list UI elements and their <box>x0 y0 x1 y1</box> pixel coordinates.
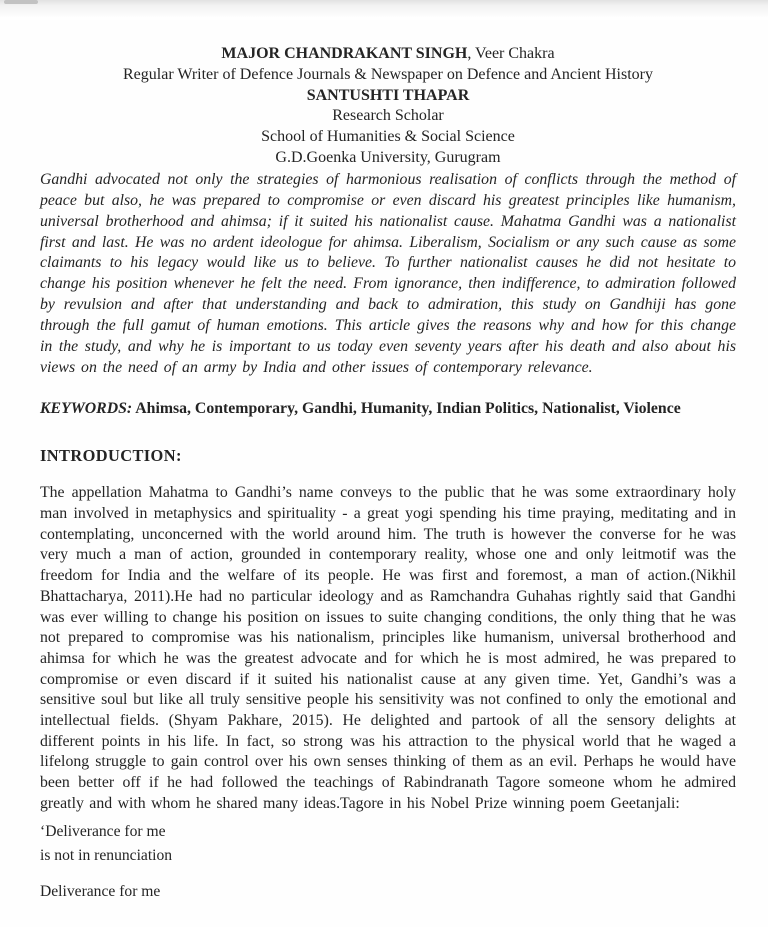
author1-honour: , Veer Chakra <box>467 45 555 62</box>
author1-name: MAJOR CHANDRAKANT SINGH <box>221 45 468 62</box>
keywords-line <box>40 399 736 420</box>
author2-university: G.D.Goenka University, Gurugram <box>275 148 501 166</box>
author2-department: School of Humanities & Social Science <box>261 128 515 146</box>
keywords-list: Ahimsa, Contemporary, Gandhi, Humanity, Indian Politics, Nationalist, Violence <box>132 399 681 417</box>
introduction-paragraph: The appellation Mahatma to Gandhi’s name conveys to the public that he was some extraordinary holy man involved in metaphysics and spirituality - a great yogi spending his time praying, meditating and in contemplating, unconcerned with the world around him. The truth is however the converse for he was very much a man of action, grounded in contemporary reality, whose one and only leitmotif was the freedom for India and the welfare of its people. He was first and foremost, a man of action.(Nikhil Bhattacharya, 2011).He had no particular ideology and as Ramchandra Guhahas rightly said that Gandhi was ever willing to change his position on issues to suite changing conditions, the only thing that he was not prepared to compromise was his nationalism, principles like humanism, universal brotherhood and ahimsa for which he was the greatest advocate and for which he is most admired, he was prepared to compromise or even discard if it suited his nationalist cause at any given time. Yet, Gandhi’s was a sensitive soul but like all truly sensitive people his sensitivity was not confined to only the emotional and intellectual fields. (Shyam Pakhare, 2015). He delighted and partook of all the sensory delights at different points in his life. In fact, so strong was his attraction to the physical world that he waged a lifelong struggle to gain control over his own senses thinking of them as an evil. Perhaps he would have been better off if he had followed the teachings of Rabindranath Tagore someone whom he admired greatly and with whom he shared many ideas.Tagore in his Nobel Prize winning poem Geetanjali: <box>40 484 736 812</box>
document-header <box>40 44 736 169</box>
keywords-label: KEYWORDS: <box>40 399 133 417</box>
section-heading-introduction: INTRODUCTION: <box>40 446 182 466</box>
poem-line-2: is not in renunciation <box>40 847 173 865</box>
poem-line-3: Deliverance for me <box>40 882 161 900</box>
author2-role: Research Scholar <box>332 107 444 125</box>
author1-line <box>40 44 736 65</box>
author2-name: SANTUSHTI THAPAR <box>306 86 470 104</box>
abstract-paragraph: Gandhi advocated not only the strategies of harmonious realisation of conflicts through the method of peace but also, he was prepared to compromise or even discard his greatest principles like humanism, universal brotherhood and ahimsa; if it suited his nationalist cause. Mahatma Gandhi was a nationalist first and last. He was no ardent ideologue for ahimsa. Liberalism, Socialism or any such cause as some claimants to his legacy would like us to believe. To further nationalist causes he did not hesitate to change his position whenever he felt the need. From ignorance, then indifference, to admiration followed by revulsion and after that understanding and back to admiration, this study on Gandhiji has gone through the full gamut of human emotions. This article gives the reasons why and how for this change in the study, and why he is important to us today even seventy years after his death and also about his views on the need of an army by India and other issues of contemporary relevance. <box>40 170 736 376</box>
poem-line-1: ‘Deliverance for me <box>40 822 166 840</box>
author1-description: Regular Writer of Defence Journals & Newspaper on Defence and Ancient History <box>123 65 653 83</box>
